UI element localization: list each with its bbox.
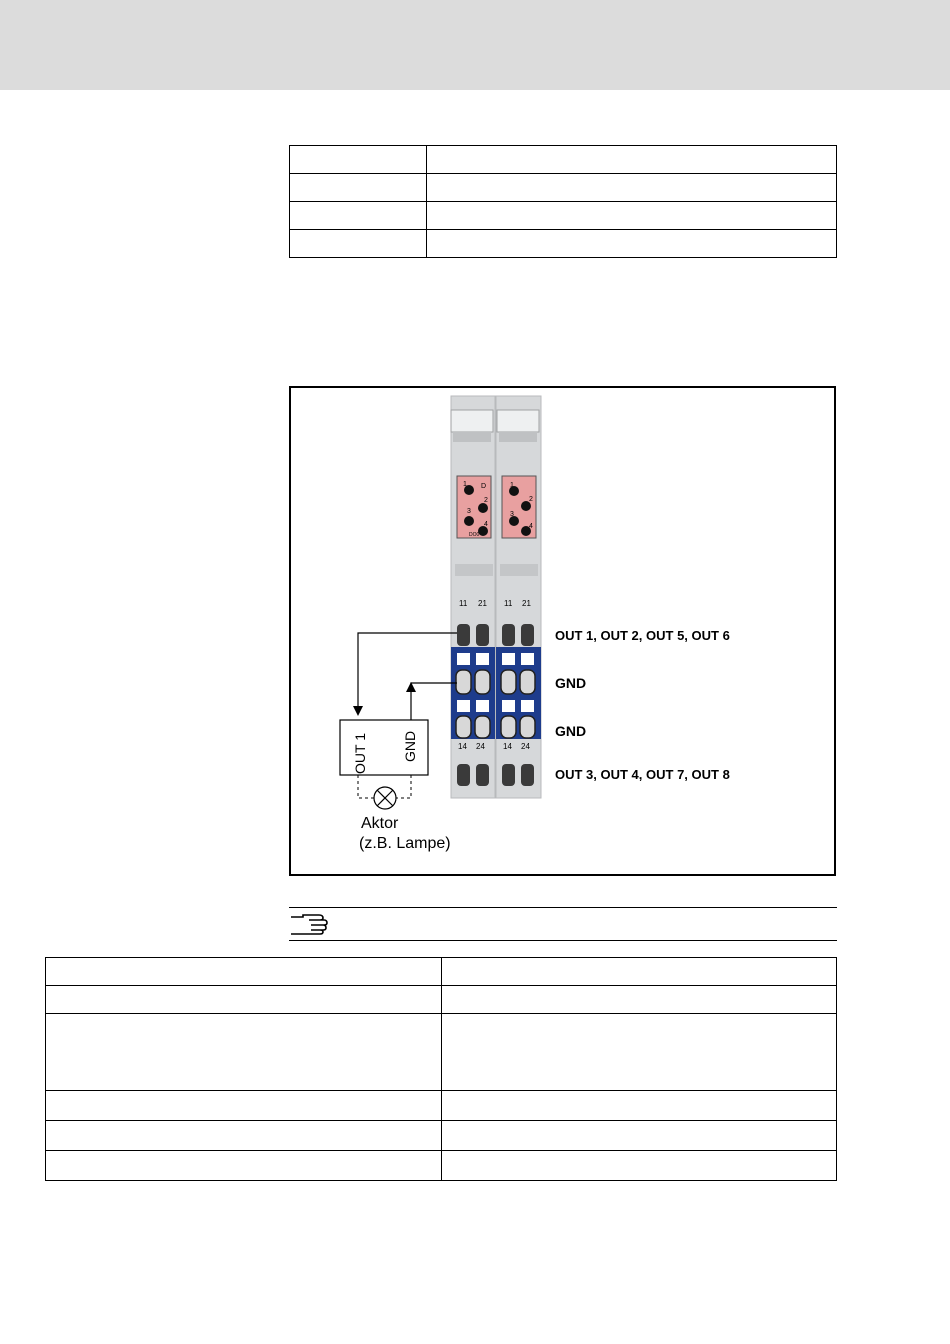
plug-number: 4 — [484, 521, 488, 528]
table-row — [46, 1151, 837, 1181]
table-row — [290, 230, 837, 258]
table-row — [46, 1121, 837, 1151]
table-row — [46, 986, 837, 1014]
table-row — [46, 958, 837, 986]
pin-label: 24 — [476, 742, 485, 751]
actuator-caption-line2: (z.B. Lampe) — [359, 835, 451, 852]
table-row — [290, 202, 837, 230]
pin-label: 14 — [503, 742, 512, 751]
upper-table — [289, 145, 837, 258]
pin-label: 24 — [521, 742, 530, 751]
table-row — [46, 1091, 837, 1121]
plug-number: 3 — [467, 508, 471, 515]
note-bottom-rule — [289, 940, 837, 941]
pin-label: 21 — [478, 599, 487, 608]
plug-number: 4 — [529, 523, 533, 530]
pin-label: 11 — [504, 599, 513, 608]
wiring-figure — [289, 386, 836, 876]
wiring-lines — [358, 633, 457, 720]
io-module — [451, 396, 541, 798]
actuator-caption-line1: Aktor — [361, 815, 399, 832]
plug-number: 2 — [529, 496, 533, 503]
plug-number: 3 — [510, 511, 514, 518]
lamp-icon — [374, 787, 396, 809]
pointing-hand-icon — [289, 912, 329, 936]
plug-number: 1 — [510, 482, 514, 489]
actuator-out-label: OUT 1 — [352, 733, 368, 774]
table-row — [290, 174, 837, 202]
pin-label: 11 — [459, 599, 468, 608]
lower-table — [45, 957, 837, 1181]
terminal-label-out-b: OUT 3, OUT 4, OUT 7, OUT 8 — [555, 767, 730, 782]
plug-din-label: DO0 — [469, 532, 480, 538]
arrow-down-icon — [353, 706, 363, 716]
actuator-gnd-label: GND — [402, 730, 418, 762]
pin-label: 14 — [458, 742, 467, 751]
terminal-label-gnd-2: GND — [555, 723, 587, 739]
note-top-rule — [289, 907, 837, 908]
table-row — [290, 146, 837, 174]
terminal-label-out-a: OUT 1, OUT 2, OUT 5, OUT 6 — [555, 628, 730, 643]
table-row — [46, 1014, 837, 1091]
pin-label: 21 — [522, 599, 531, 608]
plug-number: 2 — [484, 497, 488, 504]
page-header-band — [0, 0, 950, 90]
terminal-label-gnd-1: GND — [555, 675, 587, 691]
wiring-diagram — [291, 388, 838, 878]
plug-number: 1 — [463, 481, 467, 488]
plug-d-label: D — [481, 483, 487, 490]
